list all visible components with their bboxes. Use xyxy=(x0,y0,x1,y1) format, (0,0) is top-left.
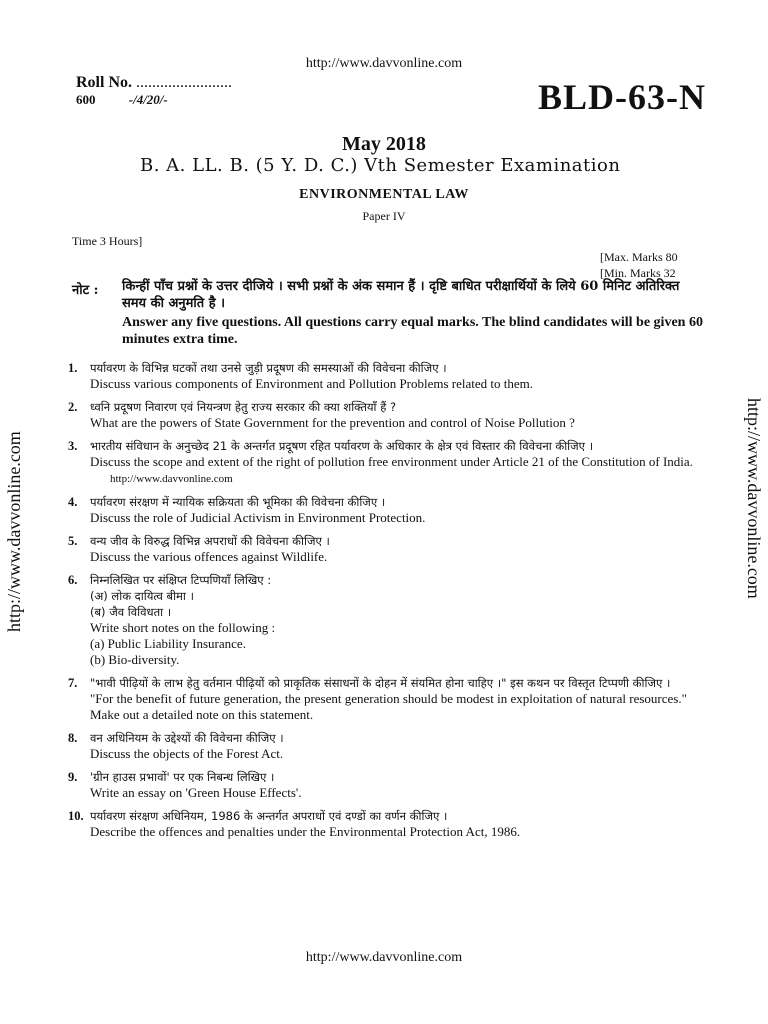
roll-label: Roll No. xyxy=(76,74,132,91)
bottom-watermark-url: http://www.davvonline.com xyxy=(305,950,463,965)
instructions-hindi: किन्हीं पाँच प्रश्नों के उत्तर दीजिये । सभी प्रश्नों के अंक समान हैं । दृष्टि बाधित परीक्षार्थियों के लिये 60 मिनिट अतिरिक्त समय की अनुमति है । xyxy=(122,279,680,311)
question-english: Discuss the scope and extent of the right of pollution free environment under Article 21 of the Constitution of India. xyxy=(90,454,693,469)
question-number: 5. xyxy=(68,534,78,548)
roll-dots: ........................ xyxy=(136,74,232,91)
exam-title: B. A. LL. B. (5 Y. D. C.) Vth Semester Examination xyxy=(140,155,621,176)
question-hindi-part-b: (ब) जैव विविधता । xyxy=(90,605,172,619)
instructions-english: Answer any five questions. All questions carry equal marks. The blind candidates will be given 60 minutes extra time. xyxy=(122,315,703,347)
question-hindi: पर्यावरण संरक्षण अधिनियम, 1986 के अन्तर्गत अपराधों एवं दण्डों का वर्णन कीजिए । xyxy=(90,809,448,823)
question-number: 9. xyxy=(68,770,78,784)
question-english: Discuss various components of Environment and Pollution Problems related to them. xyxy=(90,376,534,391)
instructions xyxy=(122,278,708,348)
question-8 xyxy=(68,730,708,762)
left-watermark-url: http://www.davvonline.com xyxy=(4,431,24,632)
question-hindi: निम्नलिखित पर संक्षिप्त टिप्पणियाँ लिखिए : xyxy=(90,573,272,587)
exam-month: May 2018 xyxy=(342,133,426,155)
question-hindi: वन्य जीव के विरुद्ध विभिन्न अपराधों की विवेचना कीजिए । xyxy=(90,534,330,548)
question-hindi: पर्यावरण के विभिन्न घटकों तथा उनसे जुड़ी प्रदूषण की समस्याओं की विवेचना कीजिए । xyxy=(90,361,447,375)
question-5 xyxy=(68,533,708,565)
question-number: 7. xyxy=(68,676,78,690)
question-english: Discuss the role of Judicial Activism in Environment Protection. xyxy=(90,510,426,525)
question-hindi: ध्वनि प्रदूषण निवारण एवं नियन्त्रण हेतु राज्य सरकार की क्या शक्तियाँ हैं ? xyxy=(90,400,397,414)
question-number: 4. xyxy=(68,495,78,509)
question-english: "For the benefit of future generation, the present generation should be modest in exploitation of natural resources." Make out a detailed note on this statement. xyxy=(90,691,687,722)
question-10 xyxy=(68,808,708,840)
question-2 xyxy=(68,399,708,431)
question-hindi-part-a: (अ) लोक दायित्व बीमा । xyxy=(90,589,194,603)
question-1 xyxy=(68,360,708,392)
question-list xyxy=(68,360,708,847)
question-6 xyxy=(68,572,708,668)
question-number: 1. xyxy=(68,361,78,375)
question-hindi: पर्यावरण संरक्षण में न्यायिक सक्रियता की भूमिका की विवेचना कीजिए । xyxy=(90,495,386,509)
question-english: What are the powers of State Government for the prevention and control of Noise Pollution ? xyxy=(90,415,575,430)
subject-title: ENVIRONMENTAL LAW xyxy=(299,187,469,202)
question-3 xyxy=(68,438,708,487)
question-hindi: वन अधिनियम के उद्देश्यों की विवेचना कीजिए । xyxy=(90,731,284,745)
print-info xyxy=(76,92,168,108)
question-english: Write an essay on 'Green House Effects'. xyxy=(90,785,302,800)
question-hindi: "भावी पीढ़ियों के लाभ हेतु वर्तमान पीढ़ियों को प्राकृतिक संसाधनों के दोहन में संयमित होना चाहिए ।" इस कथन पर विस्तृत टिप्पणी कीजिए । xyxy=(90,676,671,690)
question-number: 10. xyxy=(68,809,84,823)
right-watermark-url: http://www.davvonline.com xyxy=(744,398,764,599)
note-label: नोट : xyxy=(72,283,99,298)
question-number: 2. xyxy=(68,400,78,414)
roll-number-field xyxy=(76,74,232,92)
question-number: 6. xyxy=(68,573,78,587)
question-hindi: भारतीय संविधान के अनुच्छेद 21 के अन्तर्गत प्रदूषण रहित पर्यावरण के अधिकार के क्षेत्र एवं विस्तार की विवेचना कीजिए । xyxy=(90,439,594,453)
question-english-part-b: (b) Bio-diversity. xyxy=(90,652,180,667)
max-marks: [Max. Marks 80 xyxy=(600,250,678,264)
top-watermark-url: http://www.davvonline.com xyxy=(305,56,463,71)
min-marks: [Min. Marks 32 xyxy=(600,266,676,280)
inline-watermark-url: http://www.davvonline.com xyxy=(110,473,233,485)
question-hindi: 'ग्रीन हाउस प्रभावों' पर एक निबन्ध लिखिए । xyxy=(90,770,275,784)
question-english: Describe the offences and penalties under the Environmental Protection Act, 1986. xyxy=(90,824,521,839)
question-english-part-a: (a) Public Liability Insurance. xyxy=(90,636,246,651)
question-7 xyxy=(68,675,708,723)
question-english: Discuss the various offences against Wildlife. xyxy=(90,549,328,564)
paper-code: BLD-63-N xyxy=(538,77,706,117)
question-number: 3. xyxy=(68,439,78,453)
question-4 xyxy=(68,494,708,526)
question-english: Discuss the objects of the Forest Act. xyxy=(90,746,284,761)
question-9 xyxy=(68,769,708,801)
time-allowed: Time 3 Hours] xyxy=(72,234,143,248)
question-english: Write short notes on the following : xyxy=(90,620,276,635)
copies-count: 600 xyxy=(76,92,96,107)
price: -/4/20/- xyxy=(128,92,168,107)
paper-number: Paper IV xyxy=(362,209,406,223)
question-number: 8. xyxy=(68,731,78,745)
